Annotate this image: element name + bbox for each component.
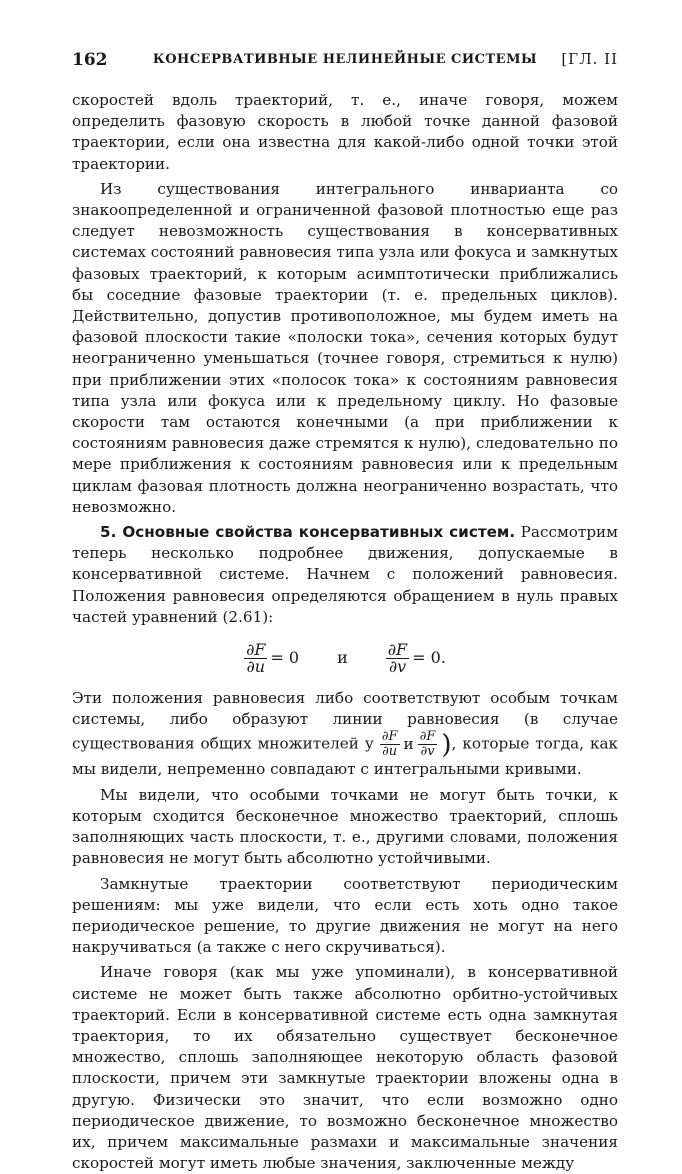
paragraph-3-text: Рассмотрим теперь несколько подробнее движения, допускаемые в консервативной системе. Начнем с положений равновесия. Положения равновесия определяются обращением в нуль правых частей уравнений (2.61): (72, 523, 618, 626)
fraction-denominator: ∂u (246, 656, 266, 676)
paragraph-5: Мы видели, что особыми точками не могут быть точки, к которым сходится бесконечное множество траекторий, сплошь заполняющих часть плоскости, т. е., другими словами, положения равновесия не могут быть абсолютно устойчивыми. (72, 785, 618, 868)
inline-fraction-dF-du (380, 730, 400, 759)
paragraph-1: скоростей вдоль траекторий, т. е., иначе говоря, можем определить фазовую скорость в любой точке данной фазовой траектории, если она известна для какой-либо одной точки этой траектории. (72, 91, 618, 173)
chapter-marker: [ГЛ. II (561, 50, 618, 68)
inline-fractions (380, 730, 452, 759)
equation-part-1 (244, 639, 300, 676)
fraction-numerator: ∂F (419, 729, 436, 745)
paragraph-2: Из существования интегрального инварианта со знакоопределенной и ограниченной фазовой плотностью еще раз следует невозможность существования в консервативных системах состояний равновесия типа узла или фокуса и замкнутых фазовых траекторий, к которым асимптотически приближались бы соседние фазовые траектории (т. е. предельных циклов). Действительно, допустив противоположное, мы будем иметь на фазовой плоскости такие «полоски тока», сечения которых будут неограниченно уменьшаться (точнее говоря, стремиться к нулю) при приближении этих «полосок тока» к состояниям равновесия типа узла или фокуса или к предельному циклу. Но фазовые скорости там остаются конечными (а при приближении к состояниям равновесия даже стремятся к нулю), следовательно по мере приближения к состояниям равновесия или к предельным циклам фазовая плотность должна неограниченно возрастать, что невозможно. (72, 179, 618, 516)
fraction-dF-dv (386, 639, 409, 676)
page-header (72, 50, 618, 74)
paragraph-6: Замкнутые траектории соответствуют периодическим решениям: мы уже видели, что если есть хоть одно такое периодическое решение, то другие движения не могут на него накручиваться (а также с него скручиваться). (72, 874, 618, 957)
equation-rhs-1: = 0 (270, 648, 300, 668)
paragraph-4-text-b: которые тогда, как мы видели, непременно совпадают с интегральными кривыми. (72, 734, 618, 779)
running-title: КОНСЕРВАТИВНЫЕ НЕЛИНЕЙНЫЕ СИСТЕМЫ (152, 52, 538, 67)
fraction-numerator: ∂F (387, 639, 408, 659)
fraction-denominator: ∂v (388, 656, 407, 676)
fraction-numerator: ∂F (381, 729, 398, 745)
inline-fraction-dF-dv (418, 730, 438, 759)
closing-paren: ) (441, 729, 452, 760)
paragraph-4 (72, 688, 618, 781)
page-body (72, 90, 618, 1174)
equation-part-2 (386, 639, 446, 676)
equilibrium-equation (72, 636, 618, 680)
comma: , (451, 734, 457, 753)
paragraph-4-and: и (403, 735, 414, 754)
equation-conjunction: и (337, 648, 348, 668)
fraction-dF-du (244, 639, 267, 676)
page-number: 162 (72, 50, 108, 70)
equation-rhs-2: = 0. (412, 648, 446, 668)
fraction-denominator: ∂v (420, 744, 435, 760)
paragraph-3 (72, 522, 618, 628)
fraction-denominator: ∂u (382, 744, 398, 760)
section-heading: 5. Основные свойства консервативных систем. (100, 523, 516, 542)
paragraph-4-text-a: Эти положения равновесия либо соответствуют особым точкам системы, либо образуют линии равновесия (в случае существования общих множителей у (72, 689, 618, 753)
fraction-numerator: ∂F (246, 639, 266, 659)
paragraph-7: Иначе говоря (как мы уже упоминали), в консервативной системе не может быть также абсолютно орбитно-устойчивых траекторий. Если в консервативной системе есть одна замкнутая траектория, то их обязательно существует бесконечное множество, сплошь заполняющее некоторую область фазовой плоскости, причем эти замкнутые траектории вложены одна в другую. Физически это значит, что если возможно одно периодическое движение, то возможно бесконечное множество их, причем максимальные размахи и максимальные значения скоростей могут иметь любые значения, заключенные между (72, 963, 618, 1173)
